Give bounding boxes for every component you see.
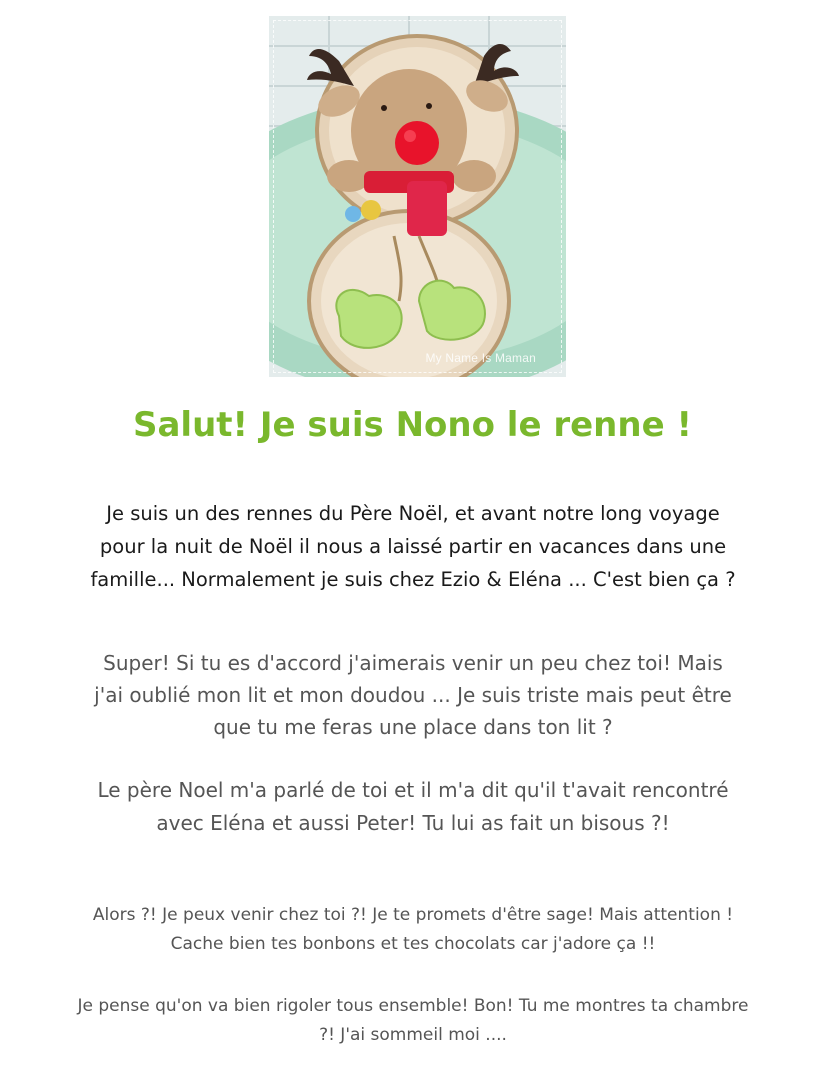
paragraph-chambre: Je pense qu'on va bien rigoler tous ensemble! Bon! Tu me montres ta chambre ?! J'ai sommeil moi .... bbox=[77, 996, 749, 1045]
reindeer-photo bbox=[269, 16, 566, 377]
photo-watermark: My Name Is Maman bbox=[425, 351, 536, 365]
page-title: Salut! Je suis Nono le renne ! bbox=[132, 405, 692, 445]
reindeer-illustration bbox=[269, 16, 566, 377]
paragraph-super: Super! Si tu es d'accord j'aimerais venir un peu chez toi! Mais j'ai oublié mon lit et mon doudou ... Je suis triste mais peut être que tu me feras une place dans ton lit ? bbox=[94, 651, 732, 739]
paragraph-pere-noel: Le père Noel m'a parlé de toi et il m'a dit qu'il t'avait rencontré avec Eléna et aussi Peter! Tu lui as fait un bisous ?! bbox=[97, 778, 729, 835]
paragraph-intro: Je suis un des rennes du Père Noël, et avant notre long voyage pour la nuit de Noël il nous a laissé partir en vacances dans une famille... Normalement je suis chez Ezio & Eléna ... C'est bien ça ? bbox=[90, 502, 736, 591]
paragraph-alors: Alors ?! Je peux venir chez toi ?! Je te promets d'être sage! Mais attention ! Cache bien tes bonbons et tes chocolats car j'adore ça !! bbox=[92, 905, 734, 954]
